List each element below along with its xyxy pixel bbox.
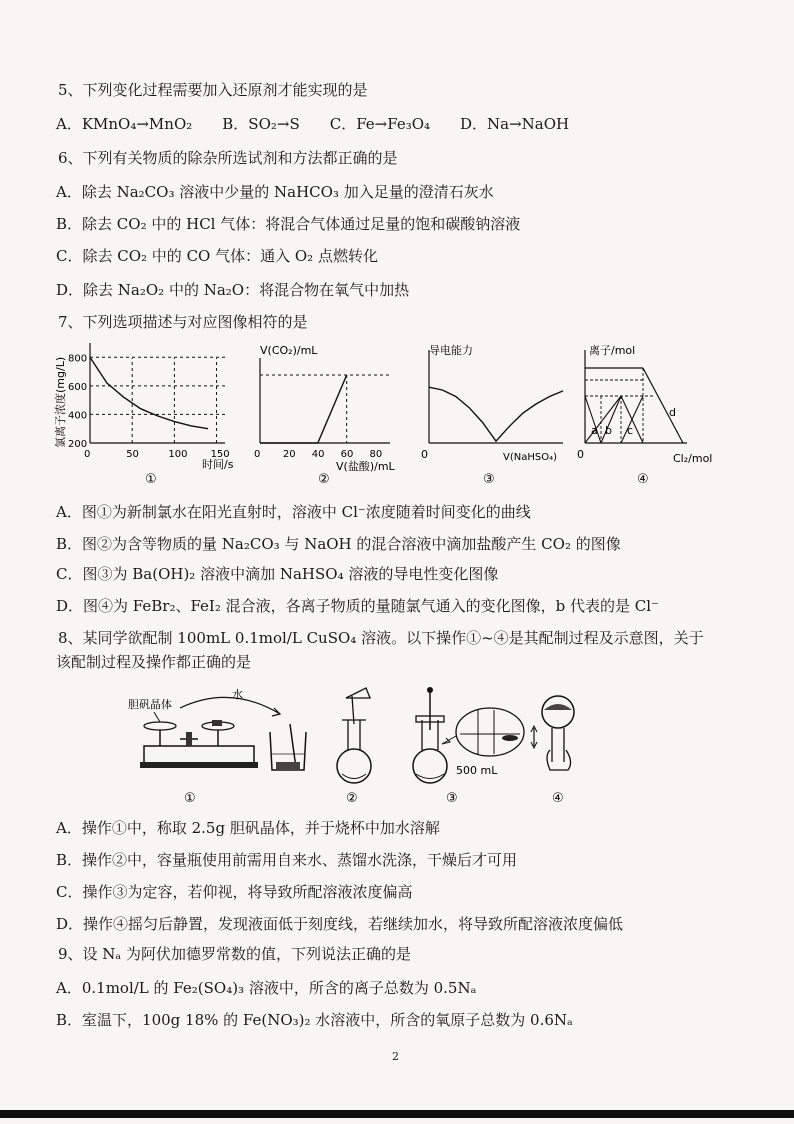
scan-bottom-edge	[0, 1110, 794, 1118]
chart-3-curve	[429, 387, 563, 441]
q9-stem: 9、设 Nₐ 为阿伏加德罗常数的值，下列说法正确的是	[58, 945, 411, 963]
chart-2-xtick: 0	[254, 449, 261, 460]
q8-option-a: A．操作①中，称取 2.5g 胆矾晶体，并于烧杯中加水溶解	[56, 819, 440, 837]
chart-3-xlabel: V(NaHSO₄)	[503, 452, 557, 463]
flask-volume-label: 500 mL	[456, 764, 498, 777]
chart-4-origin: 0	[577, 448, 584, 461]
q6-option-d: D．除去 Na₂O₂ 中的 Na₂O：将混合物在氧气中加热	[56, 281, 410, 299]
chart-4-label-a: a	[591, 424, 598, 437]
q6-stem: 6、下列有关物质的除杂所选试剂和方法都正确的是	[58, 149, 398, 167]
chart-1-xtick: 100	[168, 449, 188, 460]
q8-option-b: B．操作②中，容量瓶使用前需用自来水、蒸馏水洗涤，干燥后才可用	[56, 851, 518, 869]
balance-icon	[140, 720, 258, 768]
crystal-label: 胆矾晶体	[128, 698, 172, 711]
q7-stem: 7、下列选项描述与对应图像相符的是	[58, 313, 308, 331]
chart-1-ytick: 600	[68, 381, 88, 393]
q5-stem: 5、下列变化过程需要加入还原剂才能实现的是	[58, 81, 368, 99]
chart-4-ylabel: 离子/mol	[589, 344, 636, 357]
chart-4-d-line	[643, 368, 683, 443]
q9-option-b: B．室温下，100g 18% 的 Fe(NO₃)₂ 水溶液中，所含的氧原子总数为 0.6Nₐ	[56, 1011, 573, 1029]
chart-4-label-d: d	[669, 406, 676, 419]
apparatus-number-2: ②	[346, 791, 358, 806]
chart-2-xtick: 60	[340, 449, 354, 460]
apparatus-number-1: ①	[184, 791, 196, 806]
chart-2-xlabel: V(盐酸)/mL	[336, 460, 395, 473]
water-arrow-icon	[180, 697, 280, 714]
q9-option-a: A．0.1mol/L 的 Fe₂(SO₄)₃ 溶液中，所含的离子总数为 0.5Nₐ	[56, 979, 477, 997]
chart-1-curve	[90, 357, 208, 428]
chart-4-xlabel: Cl₂/mol	[673, 452, 713, 465]
chart-1-xtick: 0	[84, 449, 91, 460]
page-number: 2	[392, 1050, 399, 1063]
chart-2-xtick: 20	[282, 449, 296, 460]
chart-1	[50, 338, 234, 498]
chart-3	[415, 338, 575, 498]
chart-2-curve	[260, 375, 347, 443]
q8-stem-line2: 该配制过程及操作都正确的是	[56, 653, 252, 671]
apparatus-number-3: ③	[446, 791, 458, 806]
chart-3-number: ③	[483, 472, 495, 487]
chart-1-ylabel: 氯离子浓度(mg/L)	[54, 356, 67, 448]
chart-1-ytick: 800	[68, 353, 88, 365]
q8-option-d: D．操作④摇匀后静置，发现液面低于刻度线，若继续加水，将导致所配溶液浓度偏低	[56, 915, 624, 933]
q5-options: A．KMnO₄→MnO₂ B．SO₂→S C．Fe→Fe₃O₄ D．Na→NaOH	[56, 115, 570, 133]
chart-1-ytick: 200	[68, 439, 88, 450]
q7-option-b: B．图②为含等物质的量 Na₂CO₃ 与 NaOH 的混合溶液中滴加盐酸产生 CO₂ 的图像	[56, 535, 621, 553]
q7-option-d: D．图④为 FeBr₂、FeI₂ 混合液，各离子物质的量随氯气通入的变化图像，b 代表的是 Cl⁻	[56, 597, 659, 615]
volumetric-flask-funnel-icon	[337, 688, 371, 783]
chart-1-xtick: 150	[210, 449, 230, 460]
chart-2-ylabel: V(CO₂)/mL	[260, 344, 318, 357]
q8-stem-line1: 8、某同学欲配制 100mL 0.1mol/L CuSO₄ 溶液。以下操作①~④是其配制过程及示意图，关于	[58, 629, 704, 647]
chart-3-ylabel: 导电能力	[429, 344, 473, 357]
q7-option-c: C．图③为 Ba(OH)₂ 溶液中滴加 NaHSO₄ 溶液的导电性变化图像	[56, 565, 499, 583]
q8-option-c: C．操作③为定容，若仰视，将导致所配溶液浓度偏高	[56, 883, 413, 901]
apparatus-number-4: ④	[552, 791, 564, 806]
beaker-icon	[270, 724, 306, 770]
q8-apparatus-figure	[120, 684, 600, 812]
chart-4	[575, 338, 725, 498]
q6-option-a: A．除去 Na₂CO₃ 溶液中少量的 NaHCO₃ 加入足量的澄清石灰水	[56, 183, 494, 201]
water-label: 水	[232, 688, 243, 701]
chart-2	[240, 338, 410, 498]
chart-4-label-b: b	[605, 424, 612, 437]
q7-option-a: A．图①为新制氯水在阳光直射时，溶液中 Cl⁻浓度随着时间变化的曲线	[56, 503, 531, 521]
q6-option-c: C．除去 CO₂ 中的 CO 气体：通入 O₂ 点燃转化	[56, 247, 378, 265]
chart-2-number: ②	[318, 472, 330, 487]
chart-3-origin: 0	[421, 448, 428, 461]
chart-1-number: ①	[145, 472, 157, 487]
chart-1-xlabel: 时间/s	[202, 458, 234, 471]
inverted-flask-shaking-icon	[531, 696, 574, 770]
chart-2-xtick: 80	[369, 449, 383, 460]
chart-4-number: ④	[637, 472, 649, 487]
chart-1-ytick: 400	[68, 410, 88, 422]
chart-4-label-c: c	[627, 424, 634, 437]
q6-option-b: B．除去 CO₂ 中的 HCl 气体：将混合气体通过足量的饱和碳酸钠溶液	[56, 215, 521, 233]
chart-2-xtick: 40	[311, 449, 325, 460]
chart-1-xtick: 50	[126, 449, 139, 460]
